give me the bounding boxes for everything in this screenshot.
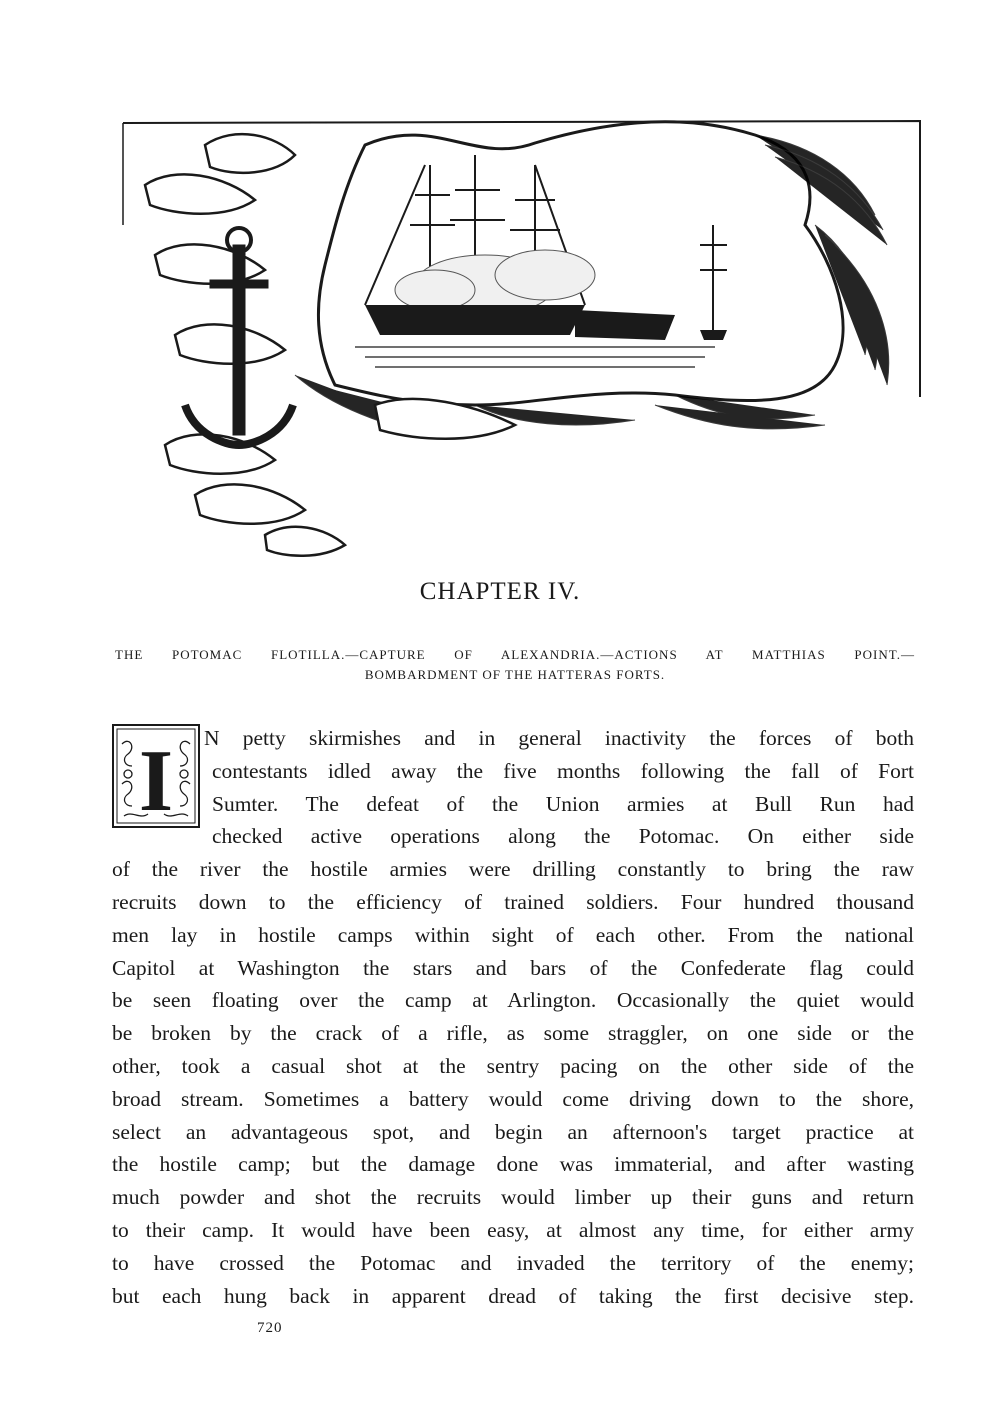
body-line: be broken by the crack of a rifle, as some straggler, on one side or the xyxy=(112,1021,914,1046)
chapter-summary-line: BOMBARDMENT OF THE HATTERAS FORTS. xyxy=(364,667,666,682)
body-line: other, took a casual shot at the sentry pacing on the other side of the xyxy=(112,1053,914,1078)
body-line: of the river the hostile armies were drilling constantly to bring the raw xyxy=(112,857,914,882)
body-line: the hostile camp; but the damage done was immaterial, and after wasting xyxy=(112,1152,914,1177)
body-line: but each hung back in apparent dread of taking the first decisive step. xyxy=(112,1283,914,1308)
body-line: men lay in hostile camps within sight of each other. From the national xyxy=(112,922,914,947)
chapter-title: CHAPTER IV. xyxy=(419,578,581,605)
body-line: Capitol at Washington the stars and bars of the Confederate flag could xyxy=(112,955,914,980)
body-line: to have crossed the Potomac and invaded the territory of the enemy; xyxy=(112,1250,914,1275)
body-line: broad stream. Sometimes a battery would come driving down to the shore, xyxy=(112,1086,914,1111)
chapter-header-illustration xyxy=(115,105,925,570)
chapter-summary-line: THE POTOMAC FLOTILLA.—CAPTURE OF ALEXANDRIA.—ACTIONS AT MATTHIAS POINT.— xyxy=(115,647,915,662)
body-line: contestants idled away the five months following the fall of Fort xyxy=(212,758,914,783)
ship-engraving xyxy=(115,105,925,570)
page-number: 720 xyxy=(257,1320,283,1336)
drop-cap-letter: I xyxy=(138,733,174,828)
body-line: recruits down to the efficiency of trained soldiers. Four hundred thousand xyxy=(112,889,914,914)
body-line: be seen floating over the camp at Arlington. Occasionally the quiet would xyxy=(112,988,914,1013)
body-line: to their camp. It would have been easy, at almost any time, for either army xyxy=(112,1217,914,1242)
body-line: much powder and shot the recruits would limber up their guns and return xyxy=(112,1185,914,1210)
body-line: Sumter. The defeat of the Union armies at Bull Run had xyxy=(212,791,914,816)
body-line: N petty skirmishes and in general inactivity the forces of both xyxy=(204,726,914,750)
chapter-summary xyxy=(115,645,915,685)
body-line: checked active operations along the Potomac. On either side xyxy=(212,824,914,849)
body-line: select an advantageous spot, and begin an afternoon's target practice at xyxy=(112,1119,914,1144)
body-text xyxy=(112,722,914,1312)
